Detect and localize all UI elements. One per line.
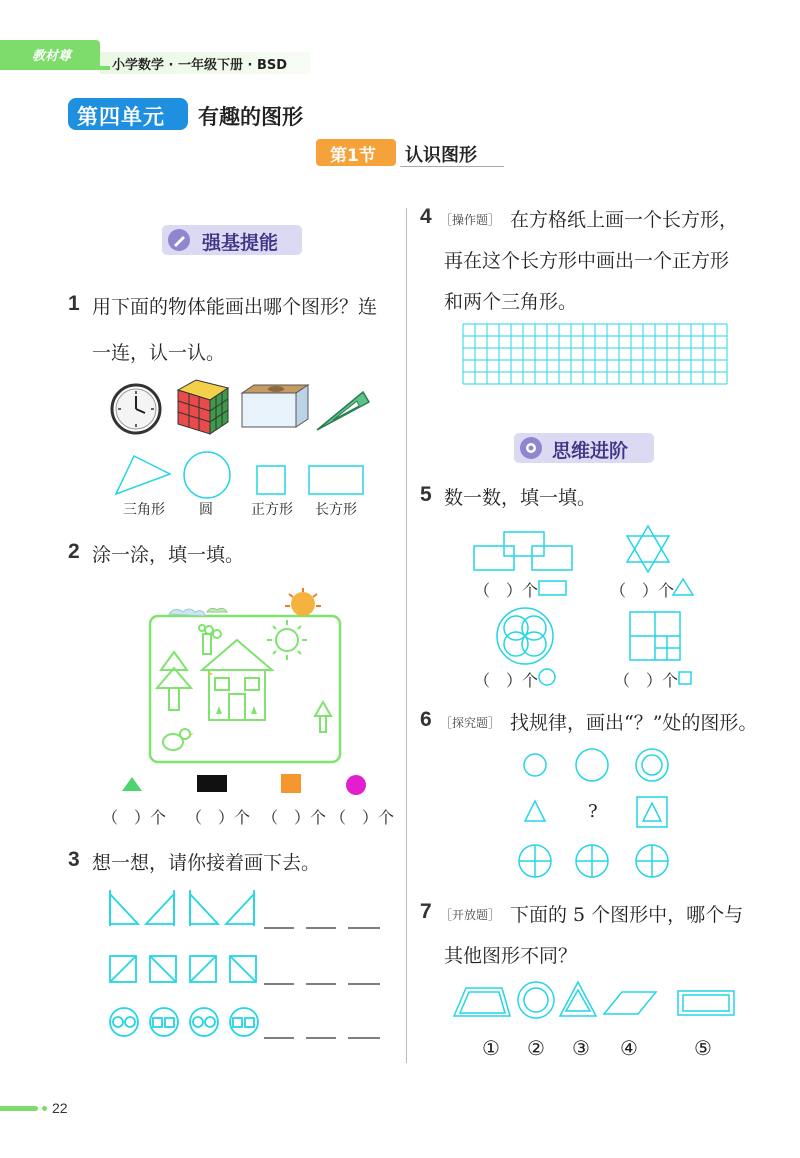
q7-option-3[interactable]: ③ xyxy=(572,1036,590,1060)
q4-text-line1: 在方格纸上画一个长方形， xyxy=(510,209,739,231)
square-icon xyxy=(678,671,692,685)
q3-pattern-triangles xyxy=(108,888,388,930)
q1-triangle-shape xyxy=(114,454,172,496)
q6-number: 6 xyxy=(420,708,432,731)
q4-number: 4 xyxy=(420,205,432,228)
rectangle-icon xyxy=(538,580,568,596)
q7-tag: ［开放题］ xyxy=(440,908,501,922)
q5-circles-figure xyxy=(492,606,558,666)
q1-text-line2: 一连，认一认。 xyxy=(92,342,226,364)
q7-option-2[interactable]: ② xyxy=(527,1036,545,1060)
q7-option-4[interactable]: ④ xyxy=(620,1036,638,1060)
footer-dot xyxy=(42,1106,47,1111)
q1-circle-shape xyxy=(182,450,232,500)
q7-option-1[interactable]: ① xyxy=(482,1036,500,1060)
q5-blank-squares[interactable]: （ ）个 xyxy=(614,671,679,690)
q6-question-mark: ? xyxy=(588,801,598,822)
q4-grid-paper[interactable] xyxy=(462,323,728,385)
q7-text-line2: 其他图形不同？ xyxy=(444,945,578,967)
q7-number: 7 xyxy=(420,900,432,923)
q1-square-shape xyxy=(256,465,286,495)
header-badge-text: 教材尊 xyxy=(32,49,72,64)
q2-picture xyxy=(145,588,345,768)
q2-blank-square[interactable]: （ ）个 xyxy=(262,808,327,827)
lesson-title: 认识图形 xyxy=(405,145,477,166)
gift-box-icon xyxy=(240,383,310,429)
q6-tag: ［探究题］ xyxy=(440,716,501,730)
q3-pattern-squares xyxy=(108,954,388,986)
q5-star-of-david xyxy=(625,524,671,574)
q2-text: 涂一涂，填一填。 xyxy=(92,544,245,566)
circle-icon xyxy=(538,668,556,686)
q5-overlapping-rectangles xyxy=(472,530,576,572)
clock-icon xyxy=(110,383,162,435)
label-rectangle: 长方形 xyxy=(315,502,357,518)
q2-blank-circle[interactable]: （ ）个 xyxy=(330,808,395,827)
black-rectangle-icon xyxy=(197,775,227,792)
lesson-label: 第1节 xyxy=(316,139,396,166)
q4-text-line2: 再在这个长方形中画出一个正方形 xyxy=(444,250,730,272)
label-triangle: 三角形 xyxy=(123,502,165,518)
q2-blank-triangle[interactable]: （ ）个 xyxy=(102,808,167,827)
q7-text-line1: 下面的 5 个图形中，哪个与 xyxy=(510,904,744,926)
q3-pattern-circles xyxy=(108,1006,388,1040)
magenta-circle-icon xyxy=(346,775,366,795)
book-title: 小学数学 · 一年级下册 · BSD xyxy=(112,58,288,73)
label-square: 正方形 xyxy=(251,502,293,518)
q5-number: 5 xyxy=(420,483,432,506)
q3-number: 3 xyxy=(68,848,80,871)
q2-blank-rectangle[interactable]: （ ）个 xyxy=(186,808,251,827)
q5-text: 数一数，填一填。 xyxy=(444,487,597,509)
footer-green-bar xyxy=(0,1106,38,1111)
section-basic: 强基提能 xyxy=(162,225,302,255)
rubiks-cube-icon xyxy=(176,378,230,436)
header-green-line xyxy=(90,66,110,70)
triangle-icon xyxy=(672,578,694,596)
q3-text: 想一想，请你接着画下去。 xyxy=(92,852,321,874)
q6-text: 找规律，画出“？”处的图形。 xyxy=(510,712,758,734)
q5-squares-figure xyxy=(628,610,682,662)
page-number: 22 xyxy=(52,1100,68,1116)
set-square-icon xyxy=(315,388,371,432)
label-circle: 圆 xyxy=(199,502,213,518)
section-advanced: 思维进阶 xyxy=(514,433,654,463)
q5-blank-circles[interactable]: （ ）个 xyxy=(474,671,539,690)
q7-option-5[interactable]: ⑤ xyxy=(694,1036,712,1060)
q1-number: 1 xyxy=(68,292,80,315)
header-bar xyxy=(0,40,320,74)
lesson-underline xyxy=(400,166,504,167)
green-triangle-icon xyxy=(120,775,144,793)
q4-text-line3: 和两个三角形。 xyxy=(444,291,578,313)
orange-square-icon xyxy=(281,774,301,793)
unit-label: 第四单元 xyxy=(68,98,188,130)
q5-blank-triangles[interactable]: （ ）个 xyxy=(610,581,675,600)
q4-tag: ［操作题］ xyxy=(440,213,501,227)
q7-shapes xyxy=(452,980,740,1020)
q1-text-line1: 用下面的物体能画出哪个图形？连 xyxy=(92,296,378,318)
q5-blank-rectangles[interactable]: （ ）个 xyxy=(474,581,539,600)
column-divider xyxy=(406,208,407,1063)
unit-title: 有趣的图形 xyxy=(198,105,303,129)
q1-rectangle-shape xyxy=(308,465,364,495)
q2-number: 2 xyxy=(68,540,80,563)
